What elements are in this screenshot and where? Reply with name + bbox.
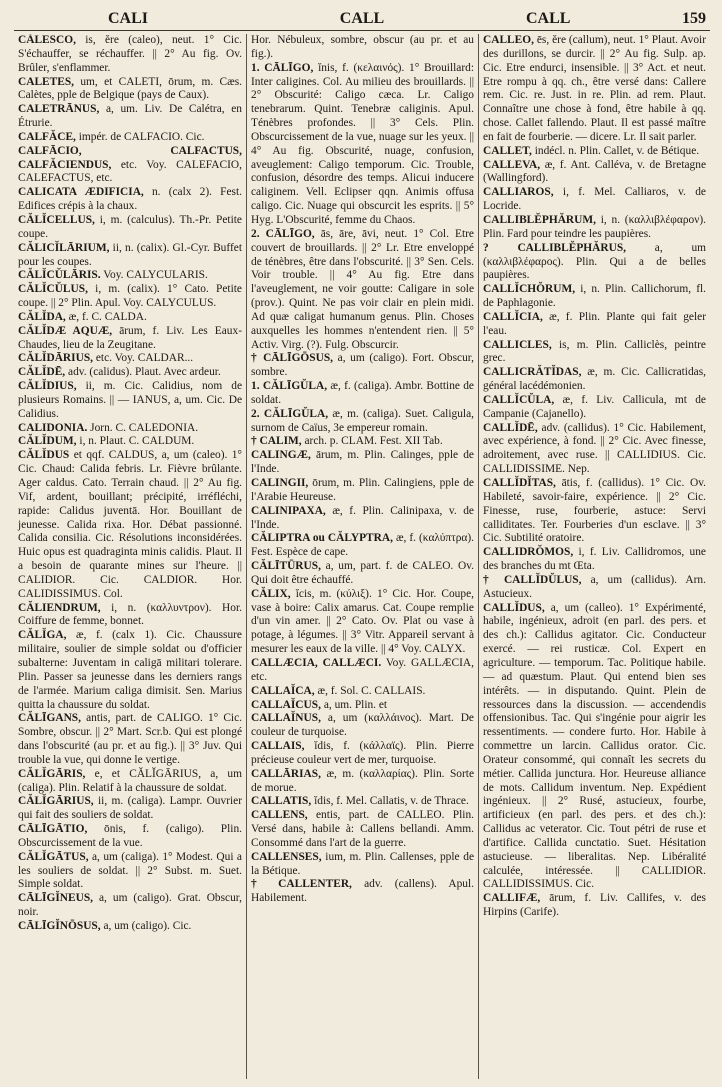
entry-headword: 1. CĀLĪGO, [251,61,314,74]
dictionary-entry [251,851,474,879]
dictionary-entry [251,380,474,408]
entry-definition: a, um (caliga). 1° Modest. Qui a les souliers de soldat. || 2° Subst. m. Suet. Simple soldat. [18,850,242,891]
entry-definition: æ, f. (καλύπτρα). Fest. Espèce de cape. [251,532,474,559]
entry-definition: antis, part. de CALIGO. 1° Cic. Sombre, obscur. || 2° Mart. Scr.b. Qui est plongé dans l'obscurité (au pr. et au fig.). || 3° Juv. Qui trouble la vue, qui donne le vertige. [18,712,242,766]
entry-definition: i, f. Liv. Callidromos, une des branches du mt Œta. [483,546,706,573]
dictionary-entry [251,685,474,699]
entry-definition: etc. Voy. CALEFACIO, CALEFACTUS, etc. [18,158,242,185]
dictionary-entry [18,380,242,422]
dictionary-entry [18,795,242,823]
entry-headword: CALLENSES, [251,850,322,863]
entry-headword: CALLEO, [483,34,534,46]
entry-definition: Voy. CALYCULARIS. [103,269,208,282]
dictionary-entry [251,408,474,436]
entry-definition: is, m. Plin. Calliclès, peintre grec. [483,338,706,365]
entry-headword: CĂLICĬLĀRIUM, [18,241,110,254]
entry-headword: CALLICRĂTĬDAS, [483,366,582,379]
entry-definition: ārum, m. Plin. Calinges, pple de l'Inde. [251,449,474,476]
entry-headword: CALICATA ÆDIFICIA, [18,186,144,199]
entry-definition: a, um (caligo). Grat. Obscur, noir. [18,892,242,919]
entry-headword: CALLĬCŬLA, [483,393,555,406]
entry-definition: um, et CALETI, ōrum, m. Cæs. Calètes, pple de Belgique (pays de Caux). [18,75,242,102]
dictionary-entry [18,214,242,242]
entry-headword: CĂLĪTŪRUS, [251,560,321,573]
entry-definition: n. (calx 2). Fest. Edifices crépis à la chaux. [18,186,242,213]
dictionary-entry [18,325,242,353]
dictionary-entry [251,435,474,449]
entry-headword: CĂLĬGĀRIS, [18,767,86,780]
dictionary-entry [483,159,706,187]
entry-headword: ? CALLIBLĔPHĂRUS, [483,241,627,254]
dictionary-entry [18,76,242,104]
entry-definition: Hor. Nébuleux, sombre, obscur (au pr. et au fig.). [251,34,474,60]
columns [14,34,710,1079]
entry-headword: CALLIAROS, [483,186,554,199]
entry-definition: ēs, ĕre (callum), neut. 1° Plaut. Avoir des durillons, se durcir. || 2° Au fig. Sulp. ap. Cic. Etre endurci, insensible. || 3° Act. et neut. Etre rompu à qq. ch., être versé dans: Callere rem. Cic. re. Just. in re. Plin. ad rem. Plaut. Connaître une chose à fond, être habile à qq. chose. Callet fallendo. Plaut. Il est passé maître en fait de fourberie. — dicere. Lr. Il sait parler. [483,34,706,143]
dictionary-entry [251,34,474,62]
entry-headword: CALLENS, [251,809,308,822]
dictionary-entry [251,62,474,228]
dictionary-entry [18,131,242,145]
dictionary-entry [483,242,706,284]
header-right-group [486,10,706,28]
entry-definition: ōrum, m. Plin. Calingiens, pple de l'Arabie Heureuse. [251,477,474,503]
entry-definition: i, n. (καλλιβλέφαρον). Plin. Fard pour teindre les paupières. [483,213,706,240]
dictionary-entry [251,588,474,657]
dictionary-entry [18,311,242,325]
entry-definition: æ, m. (caliga). Suet. Caligula, surnom de Caïus, 3e empereur romain. [251,407,474,434]
entry-definition: ātis, f. (callidus). 1° Cic. Ov. Habileté, savoir-faire, expérience. || 2° Cic. Finesse, ruse, fourberie, astuce: Servi calliditates. Ter. Fourberies d'un esclave. || 3° Cic. Subtilité oratoire. [483,477,706,545]
entry-definition: i, f. Mel. Calliaros, v. de Locride. [483,186,706,213]
dictionary-entry [18,242,242,270]
dictionary-entry [483,574,706,602]
entry-definition: æ, m. (καλλαρίας). Plin. Sorte de morue. [251,767,475,794]
entry-definition: i, m. (calix). 1° Cato. Petite coupe. || 2° Plin. Apul. Voy. CALYCULUS. [18,283,242,310]
entry-headword: CĂLĪGANS, [18,712,81,725]
entry-headword: CALLAĬCA, [251,684,315,697]
dictionary-entry [251,878,474,906]
column-2 [246,34,478,1079]
dictionary-entry [483,311,706,339]
dictionary-entry [483,422,706,477]
entry-headword: † CALLENTER, [251,878,352,891]
dictionary-entry [251,699,474,713]
entry-definition: ārum, f. Liv. Callifes, v. des Hirpins (Carife). [483,892,706,919]
entry-headword: CALLĬDUS, [483,601,545,614]
entry-headword: 1. CĂLĪGŬLA, [251,380,328,393]
entry-definition: a, um (calleo). 1° Expérimenté, habile, ingénieux, adroit (en parl. des pers. et des ch.): Callidus agitator. Cic. Conducteur exercé. — rei rusticæ. Col. Expert en agriculture. — temporum. Tac. Politique habile. — ad quæstum. Plaut. Qui entend bien ses intérêts. — in disputando. Quint. Plein de ressources dans la discussion. — accendendis offensionibus. Tac. Qui s'ingénie pour aigrir les ressentiments. — condere furto. Hor. Habile à commettre un larcin. Callidus orator. Cic. Orateur consommé, qui connaît les secrets du métier. Callida junctura. Hor. Heureuse alliance de mots. Callidum inventum. Nep. Expédient ingénieux. || 2° Rusé, astucieux, fourbe, artificieux (en parl. des pers. et des ch.): Callidus ac veterator. Cic. Tout pétri de ruse et d'artifice. Callida cunctatio. Suet. Hésitation astucieuse. — liberalitas. Nep. Libéralité calculée, intéressée. || CALLIDIOR. CALLIDISSIMUS. Cic. [483,601,706,891]
dictionary-entry [251,657,474,685]
entry-headword: CALLĬCIA, [483,310,543,323]
entry-headword: CALLAĬCUS, [251,698,321,711]
entry-headword: CĂLĬCŬLĀRIS. [18,269,101,282]
entry-definition: æ, f. Liv. Callicula, mt de Campanie (Cajanello). [483,393,706,420]
entry-definition: indécl. n. Plin. Callet, v. de Bétique. [534,144,700,157]
entry-definition: adv. (calidus). Plaut. Avec ardeur. [68,366,221,379]
dictionary-entry [251,768,474,796]
dictionary-entry [18,768,242,796]
entry-definition: a, um (καλλάινος). Mart. De couleur de turquoise. [251,712,474,739]
column-3 [478,34,710,1079]
dictionary-entry [251,809,474,851]
dictionary-entry [18,823,242,851]
dictionary-entry [483,145,706,159]
entry-definition: ĭnis, f. (κελαινός). 1° Brouillard: Inter caligines. Col. Au milieu des brouillards. || 2° Obscurité: Caligo cæca. Lr. Caligo tenebrarum. Quint. Tenebræ caliginis. Apul. Ténèbres profondes. || 3° Cels. Plin. Obscurcissement de la vue, nuage sur les yeux. || 4° Au fig. Obscurité, nuage, confusion, aveuglement: Caligo temporum. Cic. Trouble, confusion, désordre des temps. Alicui inducere caliginem. Vell. Eclipser qqn. Animis offusa caligo. Cic. Nuage qui obscurcit les esprits. || 5° Hyg. L'Obscurité, femme du Chaos. [251,61,474,226]
entry-headword: † CALLĬDŬLUS, [483,573,582,586]
page-number: 159 [682,10,706,27]
entry-headword: CALLAĬNUS, [251,712,321,725]
entry-headword: CĂLĬDA, [18,310,66,323]
entry-headword: CĂLIPTRA ou CĂLYPTRA, [251,532,393,545]
dictionary-entry [18,892,242,920]
entry-definition: a, um (callidus). Arn. Astucieux. [483,573,706,600]
entry-headword: CĂLĬDUM, [18,435,77,448]
dictionary-entry [251,740,474,768]
entry-definition: Jorn. C. CALEDONIA. [90,421,199,434]
entry-headword: CALFĀCIO, CALFACTUS, CALFĂCIENDUS, [18,144,242,171]
dictionary-entry [483,366,706,394]
entry-headword: † CALIM, [251,435,302,448]
entry-headword: CĂLĬDÆ AQUÆ, [18,324,113,337]
header-middle: CALL [339,10,385,27]
dictionary-entry [483,339,706,367]
entry-definition: ĭdis, f. (κάλλαϊς). Plin. Pierre précieuse couleur vert de mer, turquoise. [251,740,474,766]
entry-definition: ĭcis, m. (κύλιξ). 1° Cic. Hor. Coupe, vase à boire: Calix amarus. Cat. Coupe remplie d'un vin amer. || 2° Cato. Ov. Plat ou vase à potage, à légumes. || 3° Vitr. Appareil servant à mesurer les eaux de la ville. || 4° Voy. CALYX. [251,587,474,656]
entry-definition: a, um. Plin. et [323,698,388,711]
dictionary-entry [251,560,474,588]
entry-definition: a, um (caligo). Cic. [103,920,192,932]
entry-headword: CĀLĪGĬNŌSUS, [18,920,101,932]
dictionary-entry [483,283,706,311]
entry-definition: i, n. Plin. Callichorum, fl. de Paphlagonie. [483,283,707,310]
entry-headword: CALETRĀNUS, [18,103,100,116]
dictionary-entry [483,892,706,920]
entry-headword: CALLĬDĒ, [483,421,538,434]
dictionary-entry [18,366,242,380]
dictionary-entry [483,546,706,574]
entry-definition: æ, f. Plin. Calinipaxa, v. de l'Inde. [251,504,474,531]
entry-headword: CALLĬCHŎRUM, [483,283,576,296]
entry-headword: CALIDONIA. [18,421,88,434]
entry-definition: a, um, part. f. de CALEO. Ov. Qui doit être échauffé. [251,560,474,586]
entry-headword: † CĀLĪGŌSUS, [251,352,334,365]
entry-definition: æ, f. C. CALDA. [68,310,147,323]
dictionary-entry [18,186,242,214]
dictionary-entry [251,477,474,505]
header-right: CALL [526,10,571,27]
dictionary-entry [483,214,706,242]
entry-definition: æ, f. Ant. Calléva, v. de Bretagne (Wallingford). [483,158,706,185]
entry-definition: adv. (callens). Apul. Habilement. [251,878,474,905]
dictionary-entry [483,394,706,422]
entry-headword: CĂLĬGĀRIUS, [18,795,94,808]
entry-definition: a, um (caligo). Fort. Obscur, sombre. [251,352,474,379]
entry-definition: ii, n. (calix). Gl.-Cyr. Buffet pour les coupes. [18,241,242,268]
header-left: CALI [107,10,148,27]
entry-headword: CALLATIS, [251,795,312,808]
entry-headword: CĀLĪGĬNEUS, [18,892,94,905]
entry-headword: CĂLIX, [251,587,291,600]
entry-definition: æ, f. (caliga). Ambr. Bottine de soldat. [251,380,474,406]
entry-headword: CALLĀRIAS, [251,767,321,780]
entry-headword: 2. CĂLĪGŬLA, [251,407,329,420]
entry-definition: is, ĕre (caleo), neut. 1° Cic. S'échauffer, se réchauffer. || 2° Au fig. Ov. Brûler, s'enflammer. [18,34,242,74]
entry-headword: CALLEVA, [483,158,541,171]
entry-headword: CALLIBLĔPHĂRUM, [483,213,596,226]
dictionary-entry [18,851,242,893]
entry-definition: e, et CĂLĬGĀRIUS, a, um (caliga). Plin. Relatif à la chaussure de soldat. [18,767,242,794]
running-header [14,10,710,31]
entry-headword: CĂLĬGĀTUS, [18,850,89,863]
dictionary-entry [18,269,242,283]
entry-definition: arch. p. CLAM. Fest. XII Tab. [304,435,443,448]
entry-definition: æ, f. Plin. Plante qui fait geler l'eau. [483,310,706,337]
entry-definition: æ, f. (calx 1). Cic. Chaussure militaire, soulier de simple soldat ou d'officier subalterne: Juventam in caligā militari tolerare. Plin. Passer sa jeunesse dans les derniers rangs de l'armée. Marium caliga dimisit. Sen. Marius quitta la chaussure du soldat. [18,629,242,711]
entry-definition: ium, m. Plin. Callenses, pple de la Bétique. [251,850,474,877]
entry-headword: CĂLĬDĀRIUS, [18,352,94,365]
dictionary-entry [18,422,242,436]
dictionary-entry [251,228,474,353]
entry-definition: i, n. (καλλυντρον). Hor. Coiffure de femme, bonnet. [18,601,242,628]
dictionary-entry [18,435,242,449]
entry-headword: CĂLĬDUS [18,449,70,462]
entry-definition: etc. Voy. CALDAR... [95,352,194,365]
dictionary-entry [18,283,242,311]
entry-headword: CĂLESCO, [18,34,76,46]
entry-definition: a, um (καλλιβλέφαρος). Plin. Qui a de belles paupières. [483,241,706,282]
dictionary-entry [18,145,242,187]
entry-headword: CALLAIS, [251,740,305,753]
dictionary-entry [18,920,242,934]
entry-headword: CĂLĬDIUS, [18,380,77,393]
entry-headword: CĂLĬCELLUS, [18,213,95,226]
entry-definition: adv. (callidus). 1° Cic. Habilement, avec expérience, à fond. || 2° Cic. Avec finesse, adroitement, avec ruse. || CALLIDIUS. Cic. CALLIDISSIME. Nep. [483,421,706,476]
entry-definition: i, n. Plaut. C. CALDUM. [79,435,195,448]
entry-headword: CĂLIENDRUM, [18,601,101,614]
entry-definition: impér. de CALFACIO. Cic. [78,130,205,143]
entry-headword: CALINGII, [251,477,309,489]
entry-headword: CALLÆCIA, CALLÆCI. [251,656,382,669]
entry-definition: Voy. GALLÆCIA, etc. [251,656,474,683]
dictionary-entry [18,712,242,767]
entry-headword: CALLIDRŎMOS, [483,546,574,559]
column-1 [14,34,246,1079]
dictionary-entry [251,449,474,477]
dictionary-entry [18,602,242,630]
dictionary-entry [251,352,474,380]
dictionary-entry [18,352,242,366]
entry-definition: i, m. (calculus). Th.-Pr. Petite coupe. [18,213,242,240]
dictionary-entry [483,186,706,214]
dictionary-entry [251,795,474,809]
entry-definition: a, um. Liv. De Calétra, en Étrurie. [18,103,242,130]
entry-definition: ii, m. (caliga). Lampr. Ouvrier qui fait des souliers de soldat. [18,795,242,822]
dictionary-entry [251,505,474,533]
entry-definition: ĭdis, f. Mel. Callatis, v. de Thrace. [314,795,469,808]
dictionary-entry [483,477,706,546]
entry-headword: CĂLĬGA, [18,629,67,642]
dictionary-entry [251,712,474,740]
entry-headword: CĂLĬDĒ, [18,366,66,379]
entry-headword: CĂLĬCŬLUS, [18,283,88,296]
entry-headword: CĀLĪGĀTIO, [18,823,88,836]
dictionary-entry [18,449,242,601]
dictionary-entry [18,629,242,712]
entry-headword: CALETES, [18,75,75,88]
entry-definition: æ, f. Sol. C. CALLAIS. [317,684,426,697]
entry-headword: CALLICLES, [483,338,552,351]
entry-headword: CALLĬDĬTAS, [483,477,556,489]
dictionary-entry [483,602,706,893]
dictionary-entry [251,532,474,560]
entry-definition: ās, āre, āvi, neut. 1° Col. Etre couvert de brouillards. || 2° Lr. Etre enveloppé de ténèbres, être dans l'obscurité. || 3° Sen. Cels. Voir trouble. || 4° Au fig. Etre dans l'aveuglement, ne voir goutte: Caligare in sole (prov.). Quint. Ne pas voir clair en plein midi. Ad quæ caligat humanum genus. Plin. Choses auxquelles les hommes n'entendent rien. || 5° Activ. Virg. (?). Fulg. Obscurcir. [251,227,474,351]
dictionary-entry [483,34,706,145]
dictionary-entry [18,103,242,131]
entry-definition: æ, m. Cic. Callicratidas, général lacédémonien. [483,366,706,393]
entry-headword: CALINGÆ, [251,449,311,462]
entry-headword: 2. CĀLĪGO, [251,227,315,240]
entry-definition: ōnis, f. (caligo). Plin. Obscurcissement de la vue. [18,823,242,849]
entry-definition: ārum, f. Liv. Les Eaux-Chaudes, lieu de la Zeugitane. [18,324,242,351]
entry-headword: CALFĂCE, [18,130,76,143]
entry-headword: CALINIPAXA, [251,504,326,517]
entry-definition: ii, m. Cic. Calidius, nom de plusieurs Romains. || — IANUS, a, um. Cic. De Calidius. [18,380,242,420]
entry-headword: CALLET, [483,144,532,157]
dictionary-entry [18,34,242,76]
entry-definition: entis, part. de CALLEO. Plin. Versé dans, habile à: Callens bellandi. Amm. Consommé dans l'art de la guerre. [251,809,474,849]
entry-headword: CALLIFÆ, [483,892,541,905]
entry-definition: et qqf. CALDUS, a, um (caleo). 1° Cic. Chaud: Calida febris. Lr. Fièvre brûlante. Ager caldus. Cato. Terrain chaud. || 2° Au fig. Vif, ardent, bouillant; précipité, irréfléchi, rapide: Calidus juventā. Hor. Bouillant de jeunesse. Calida rixa. Hor. Débat passionné. Calida consilia. Cic. Résolutions inconsidérées. Huic opus est quadraginta minis calidis. Plaut. Il a besoin de quarante mines sur l'heure. || CALIDIOR. Cic. CALDIOR. Hor. CALIDISSIMUS. Col. [18,449,242,600]
